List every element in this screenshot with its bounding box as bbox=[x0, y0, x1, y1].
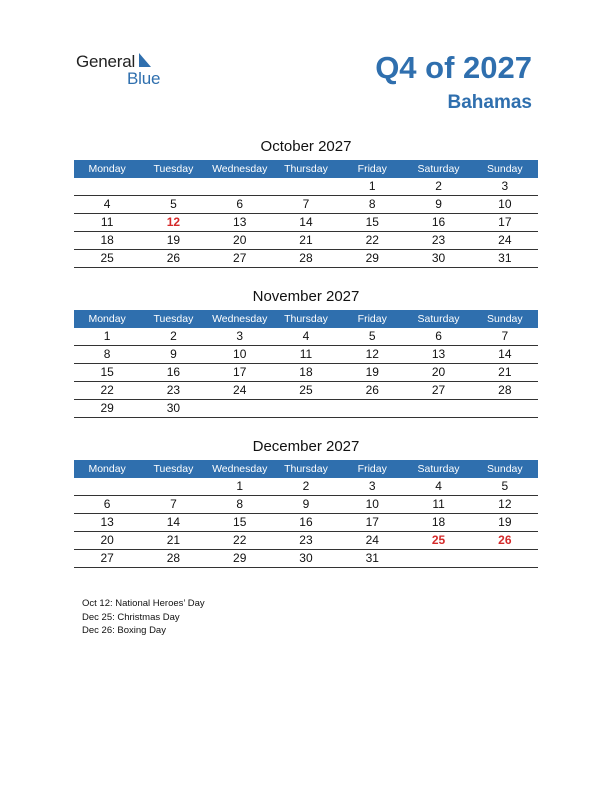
weekday-label: Friday bbox=[357, 163, 387, 175]
weekday-label: Monday bbox=[88, 163, 126, 175]
country-name: Bahamas bbox=[447, 92, 532, 113]
day-cell: 4 bbox=[435, 479, 442, 493]
page-title: Q4 of 2027 bbox=[375, 50, 532, 85]
day-cell: 29 bbox=[100, 401, 114, 415]
weekday-header bbox=[74, 310, 538, 328]
day-cell: 2 bbox=[435, 179, 442, 193]
day-cell: 9 bbox=[435, 197, 442, 211]
day-cell: 14 bbox=[166, 515, 181, 529]
weekday-label: Monday bbox=[88, 463, 126, 475]
day-cell: 12 bbox=[498, 497, 512, 511]
day-cell: 18 bbox=[431, 515, 446, 529]
day-cell bbox=[207, 400, 273, 417]
day-cell: 7 bbox=[170, 497, 177, 511]
day-cell: 4 bbox=[302, 329, 310, 343]
day-cell: 22 bbox=[365, 233, 379, 247]
weekday-label: Tuesday bbox=[153, 163, 194, 175]
day-cell: 3 bbox=[368, 479, 376, 493]
day-cell: 5 bbox=[170, 197, 177, 211]
day-cell: 16 bbox=[299, 515, 313, 529]
day-cell bbox=[273, 400, 339, 417]
day-cell: 16 bbox=[431, 215, 446, 229]
weekday-label: Thursday bbox=[284, 463, 328, 475]
day-cell: 6 bbox=[435, 329, 442, 343]
day-cell: 15 bbox=[365, 215, 379, 229]
month-calendar-november bbox=[74, 288, 538, 418]
week-row bbox=[74, 496, 538, 514]
weekday-label: Saturday bbox=[417, 463, 460, 475]
month-weeks bbox=[74, 328, 538, 418]
weekday-label: Sunday bbox=[487, 313, 523, 325]
holiday-note: Dec 26: Boxing Day bbox=[82, 625, 166, 636]
weekday-label: Sunday bbox=[487, 463, 523, 475]
weekday-label: Wednesday bbox=[212, 463, 268, 475]
day-cell: 26 bbox=[365, 383, 379, 397]
day-cell: 15 bbox=[233, 515, 247, 529]
day-cell bbox=[339, 400, 405, 417]
day-cell: 27 bbox=[431, 383, 446, 397]
day-cell: 23 bbox=[166, 383, 181, 397]
day-cell: 30 bbox=[166, 401, 181, 415]
day-cell: 14 bbox=[299, 215, 313, 229]
day-cell bbox=[207, 178, 273, 195]
weekday-label: Wednesday bbox=[212, 313, 268, 325]
holiday-note: Dec 25: Christmas Day bbox=[82, 611, 180, 623]
day-cell: 6 bbox=[103, 497, 111, 511]
weekday-label: Wednesday bbox=[212, 163, 268, 175]
weekday-label: Thursday bbox=[284, 163, 328, 175]
day-cell: 30 bbox=[431, 251, 446, 265]
weekday-label: Tuesday bbox=[153, 463, 194, 475]
day-cell: 19 bbox=[498, 515, 512, 529]
day-cell: 4 bbox=[103, 197, 111, 211]
day-cell: 21 bbox=[166, 533, 181, 547]
weekday-label: Friday bbox=[357, 313, 387, 325]
week-row bbox=[74, 400, 538, 418]
day-cell: 13 bbox=[100, 515, 114, 529]
day-cell: 9 bbox=[302, 497, 310, 511]
week-row bbox=[74, 382, 538, 400]
day-cell: 2 bbox=[170, 329, 177, 343]
week-row bbox=[74, 346, 538, 364]
day-cell: 24 bbox=[498, 233, 512, 247]
day-cell: 6 bbox=[236, 197, 244, 211]
day-cell: 8 bbox=[103, 347, 111, 361]
logo-triangle-icon bbox=[139, 53, 151, 67]
day-cell: 27 bbox=[233, 251, 247, 265]
day-cell: 11 bbox=[100, 215, 114, 229]
day-cell: 8 bbox=[236, 497, 244, 511]
week-row bbox=[74, 550, 538, 568]
day-cell: 10 bbox=[498, 197, 512, 211]
week-row bbox=[74, 250, 538, 268]
day-cell: 5 bbox=[368, 329, 376, 343]
day-cell: 9 bbox=[170, 347, 177, 361]
logo-word-blue: Blue bbox=[127, 69, 161, 88]
week-row bbox=[74, 514, 538, 532]
day-cell: 11 bbox=[432, 497, 445, 511]
weekday-label: Tuesday bbox=[153, 313, 194, 325]
day-cell: 1 bbox=[236, 479, 244, 493]
week-row bbox=[74, 232, 538, 250]
day-cell: 25 bbox=[299, 383, 313, 397]
day-cell: 24 bbox=[233, 383, 247, 397]
day-cell: 31 bbox=[498, 251, 512, 265]
day-cell: 28 bbox=[166, 551, 181, 565]
day-cell: 13 bbox=[233, 215, 247, 229]
holiday-notes bbox=[82, 597, 205, 638]
day-cell: 13 bbox=[431, 347, 446, 361]
month-calendar-december bbox=[74, 438, 538, 568]
day-cell: 7 bbox=[501, 329, 509, 343]
week-row bbox=[74, 328, 538, 346]
day-cell: 17 bbox=[365, 515, 379, 529]
day-cell bbox=[140, 178, 206, 195]
day-cell bbox=[273, 178, 339, 195]
day-cell: 3 bbox=[501, 179, 509, 193]
day-cell: 24 bbox=[365, 533, 379, 547]
day-cell: 2 bbox=[302, 479, 310, 493]
day-cell: 1 bbox=[368, 179, 376, 193]
day-cell: 20 bbox=[100, 533, 114, 547]
day-cell: 23 bbox=[299, 533, 313, 547]
weekday-label: Thursday bbox=[284, 313, 328, 325]
week-row bbox=[74, 196, 538, 214]
day-cell: 20 bbox=[233, 233, 247, 247]
day-cell: 17 bbox=[233, 365, 247, 379]
month-weeks bbox=[74, 178, 538, 268]
day-cell: 27 bbox=[100, 551, 114, 565]
day-cell: 12 bbox=[365, 347, 379, 361]
week-row bbox=[74, 364, 538, 382]
day-cell: 5 bbox=[501, 479, 509, 493]
day-cell: 21 bbox=[498, 365, 512, 379]
weekday-label: Monday bbox=[88, 313, 126, 325]
day-cell: 25 bbox=[431, 533, 446, 547]
month-title: November 2027 bbox=[252, 288, 360, 305]
day-cell: 25 bbox=[100, 251, 114, 265]
month-title: October 2027 bbox=[260, 138, 352, 155]
day-cell: 10 bbox=[365, 497, 379, 511]
day-cell: 22 bbox=[100, 383, 114, 397]
day-cell: 18 bbox=[100, 233, 114, 247]
day-cell: 16 bbox=[166, 365, 181, 379]
week-row bbox=[74, 214, 538, 232]
day-cell: 23 bbox=[431, 233, 446, 247]
day-cell bbox=[472, 400, 538, 417]
day-cell: 14 bbox=[498, 347, 512, 361]
day-cell: 29 bbox=[365, 251, 379, 265]
day-cell: 8 bbox=[368, 197, 376, 211]
day-cell: 21 bbox=[299, 233, 313, 247]
month-title: December 2027 bbox=[252, 438, 360, 455]
day-cell: 28 bbox=[498, 383, 512, 397]
day-cell: 30 bbox=[299, 551, 313, 565]
day-cell: 26 bbox=[166, 251, 181, 265]
day-cell bbox=[140, 478, 206, 495]
month-weeks bbox=[74, 478, 538, 568]
day-cell bbox=[405, 400, 471, 417]
week-row bbox=[74, 178, 538, 196]
day-cell: 3 bbox=[236, 329, 244, 343]
day-cell: 20 bbox=[431, 365, 446, 379]
day-cell: 18 bbox=[299, 365, 313, 379]
logo-word-general: General bbox=[76, 52, 136, 71]
day-cell: 15 bbox=[100, 365, 114, 379]
day-cell bbox=[74, 478, 140, 495]
weekday-label: Saturday bbox=[417, 163, 460, 175]
weekday-header bbox=[74, 460, 538, 478]
day-cell bbox=[74, 178, 140, 195]
day-cell bbox=[472, 550, 538, 567]
day-cell: 28 bbox=[299, 251, 313, 265]
day-cell: 10 bbox=[233, 347, 247, 361]
month-calendar-october bbox=[74, 138, 538, 268]
weekday-header bbox=[74, 160, 538, 178]
day-cell: 12 bbox=[166, 215, 181, 229]
day-cell bbox=[405, 550, 471, 567]
week-row bbox=[74, 478, 538, 496]
weekday-label: Sunday bbox=[487, 163, 523, 175]
day-cell: 7 bbox=[302, 197, 310, 211]
day-cell: 1 bbox=[103, 329, 111, 343]
day-cell: 29 bbox=[233, 551, 247, 565]
day-cell: 31 bbox=[365, 551, 379, 565]
weekday-label: Saturday bbox=[417, 313, 460, 325]
day-cell: 19 bbox=[166, 233, 181, 247]
week-row bbox=[74, 532, 538, 550]
day-cell: 17 bbox=[498, 215, 512, 229]
day-cell: 11 bbox=[299, 347, 313, 361]
day-cell: 22 bbox=[233, 533, 247, 547]
generalblue-logo bbox=[76, 52, 176, 88]
holiday-note: Oct 12: National Heroes’ Day bbox=[82, 598, 205, 609]
weekday-label: Friday bbox=[357, 463, 387, 475]
day-cell: 19 bbox=[365, 365, 379, 379]
day-cell: 26 bbox=[498, 533, 512, 547]
